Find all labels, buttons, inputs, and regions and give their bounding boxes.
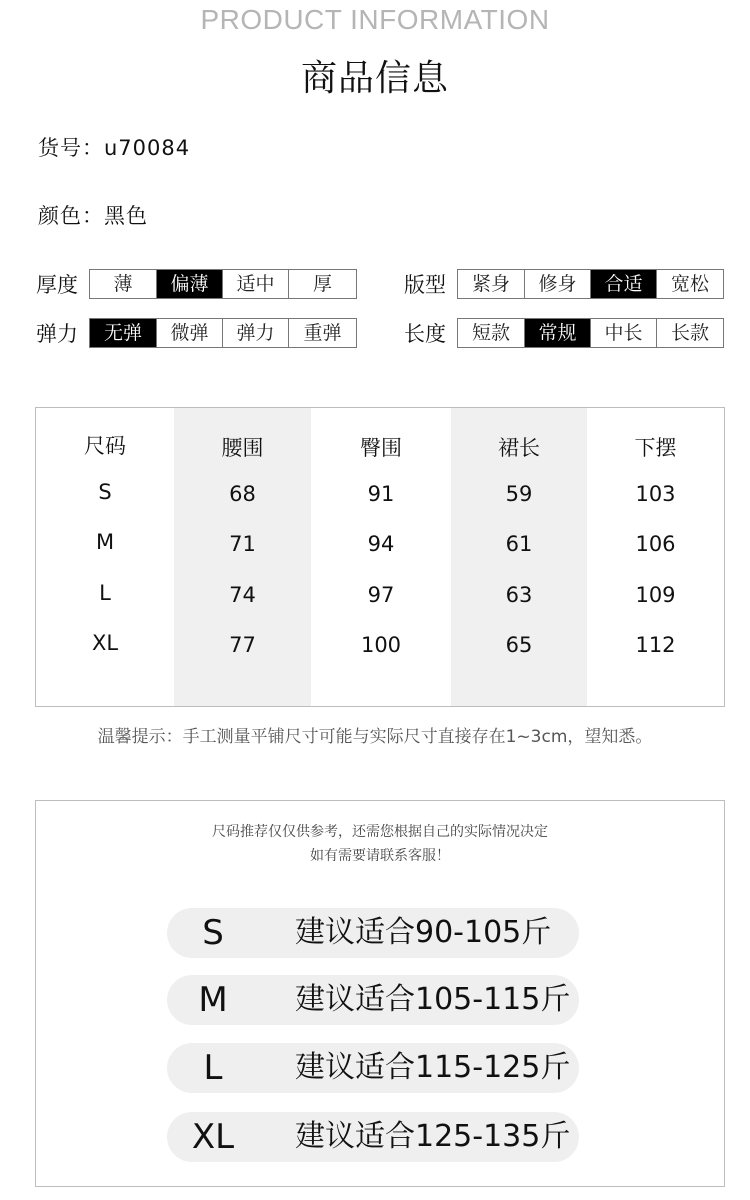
size-column: [587, 408, 724, 706]
attribute-option: 弹力: [223, 319, 289, 347]
table-cell: 63: [505, 583, 533, 607]
table-header: 裙长: [498, 436, 540, 460]
attribute-row-elasticity: [36, 318, 357, 348]
pill-size: XL: [191, 1117, 235, 1157]
size-recommendation-pill: [167, 908, 579, 958]
attribute-options: [89, 269, 357, 299]
size-column: [451, 408, 587, 706]
table-cell: 71: [229, 532, 256, 556]
attribute-option-selected: 无弹: [90, 319, 157, 347]
attribute-row-thickness: [36, 269, 357, 299]
table-cell: 97: [367, 583, 395, 607]
attribute-option-selected: 合适: [591, 270, 657, 298]
size-recommendation-pill: [167, 1043, 579, 1093]
attribute-label: 厚度: [36, 273, 78, 297]
info-label: 颜色: [38, 204, 82, 228]
attribute-option-selected: 偏薄: [157, 270, 223, 298]
table-cell: 77: [229, 633, 256, 657]
pill-text: 建议适合115-125斤: [295, 1050, 571, 1085]
info-separator: ：: [82, 136, 104, 160]
table-cell: 94: [367, 532, 395, 556]
attribute-option: 厚: [289, 270, 356, 298]
attribute-option: 中长: [591, 319, 657, 347]
attribute-row-length: [404, 318, 724, 348]
table-cell: 109: [635, 583, 676, 607]
table-cell: 103: [635, 482, 676, 506]
attribute-option: 宽松: [657, 270, 723, 298]
table-cell: L: [99, 581, 111, 605]
table-cell: S: [98, 480, 112, 504]
table-cell: 106: [635, 532, 676, 556]
attribute-option: 紧身: [458, 270, 525, 298]
attribute-option: 长款: [657, 319, 723, 347]
size-recommendation-box: [35, 800, 725, 1187]
recommendation-note: 如有需要请联系客服！: [310, 848, 450, 864]
table-cell: 100: [360, 633, 402, 657]
attribute-option: 适中: [223, 270, 289, 298]
attribute-label: 长度: [404, 322, 446, 346]
attribute-option: 短款: [458, 319, 525, 347]
table-cell: 61: [505, 532, 533, 556]
size-recommendation-pill: [167, 975, 579, 1025]
table-cell: 91: [367, 482, 395, 506]
recommendation-note: 尺码推荐仅仅供参考，还需您根据自己的实际情况决定: [212, 824, 548, 840]
attribute-option: 微弹: [157, 319, 223, 347]
table-header: 腰围: [221, 436, 264, 460]
table-cell: 68: [229, 482, 256, 506]
attribute-option: 薄: [90, 270, 157, 298]
table-cell: XL: [91, 631, 119, 655]
attribute-option: 修身: [525, 270, 591, 298]
pill-text: 建议适合125-135斤: [295, 1119, 571, 1154]
info-item-color: [38, 200, 148, 230]
size-table: [35, 407, 725, 707]
pill-size: L: [203, 1048, 223, 1088]
header-title-en: PRODUCT INFORMATION: [200, 4, 550, 35]
attribute-options: [457, 269, 724, 299]
size-column: [174, 408, 311, 706]
attribute-row-fit: [404, 269, 724, 299]
table-cell: 65: [505, 633, 533, 657]
header-title-cn: 商品信息: [300, 58, 449, 99]
info-value: u70084: [104, 136, 191, 160]
pill-text: 建议适合90-105斤: [295, 915, 552, 950]
size-column: [36, 408, 174, 706]
attribute-label: 版型: [404, 273, 446, 297]
table-cell: 59: [505, 482, 533, 506]
pill-size: S: [202, 913, 224, 953]
info-item-number: [38, 132, 190, 162]
attribute-option-selected: 常规: [525, 319, 591, 347]
table-cell: 112: [635, 633, 676, 657]
table-cell: M: [95, 530, 115, 554]
size-recommendation-pill: [167, 1112, 579, 1162]
attribute-label: 弹力: [36, 322, 78, 346]
size-column: [311, 408, 451, 706]
table-header: 臀围: [360, 436, 402, 460]
attribute-options: [89, 318, 357, 348]
table-header: 下摆: [634, 436, 677, 460]
measurement-tip: 温馨提示：手工测量平铺尺寸可能与实际尺寸直接存在1~3cm，望知悉。: [97, 727, 653, 747]
attribute-options: [457, 318, 724, 348]
attribute-option: 重弹: [289, 319, 356, 347]
table-cell: 74: [229, 583, 256, 607]
pill-size: M: [198, 980, 228, 1020]
info-separator: ：: [82, 204, 104, 228]
pill-text: 建议适合105-115斤: [295, 982, 571, 1017]
table-header: 尺码: [84, 434, 126, 458]
info-value: 黑色: [104, 204, 148, 228]
info-label: 货号: [38, 136, 82, 160]
